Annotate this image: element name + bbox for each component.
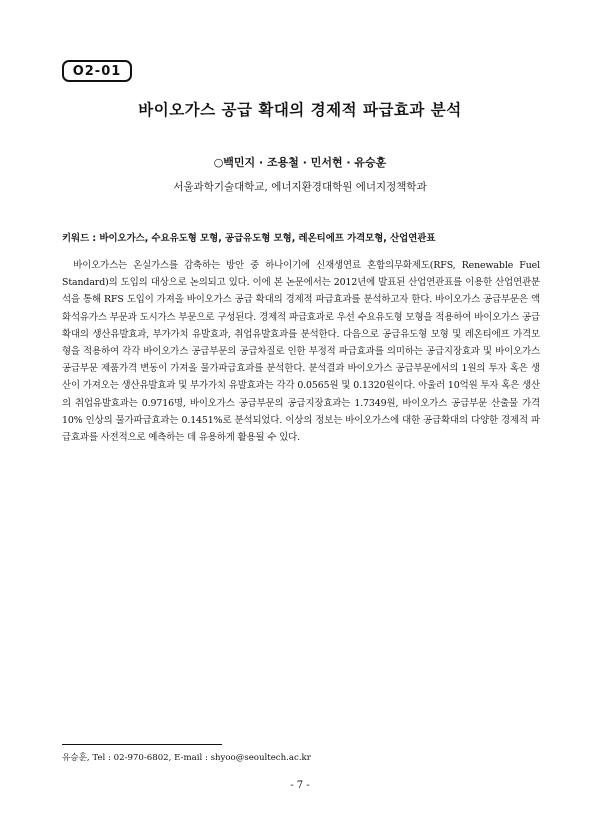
session-code-badge bbox=[62, 60, 132, 82]
abstract-body bbox=[62, 257, 540, 446]
affiliation: 서울과학기술대학교, 에너지환경대학원 에너지정책학과 bbox=[173, 181, 427, 193]
corresponding-author-footnote: 유승훈, Tel : 02-970-6802, E-mail : shyoo@seoultech.ac.kr bbox=[62, 753, 311, 763]
page-number: - 7 - bbox=[290, 780, 310, 791]
session-code: O2-01 bbox=[72, 63, 122, 79]
paper-title: 바이오가스 공급 확대의 경제적 파급효과 분석 bbox=[138, 101, 462, 119]
abstract-paragraph: 바이오가스는 온실가스를 감축하는 방안 중 하나이기에 신재생연료 혼합의무화제도(RFS, Renewable Fuel Standard)의 도입의 대상으로 논의되고 있다. 이에 본 논문에서는 2012년에 발표된 산업연관표를 이용한 산업연관분석을 통해 RFS 도입이 가져올 바이오가스 공급 확대의 경제적 파급효과를 분석하고자 한다. 바이오가스 공급부문은 액화석유가스 부문과 도시가스 부문으로 구성된다. 경제적 파급효과로 우선 수요유도형 모형을 적용하여 바이오가스 공급확대의 생산유발효과, 부가가치 유발효과, 취업유발효과를 분석한다. 다음으로 공급유도형 모형 및 레온티에프 가격모형을 적용하여 각각 바이오가스 공급부문의 공급차질로 인한 부정적 파급효과를 의미하는 공급지장효과 및 바이오가스 공급부문 제품가격 변동이 가져올 물가파급효과를 분석한다. 분석결과 바이오가스 공급부문에서의 1원의 투자 혹은 생산이 가져오는 생산유발효과 및 부가가치 유발효과는 각각 0.0565원 및 0.1320원이다. 아울러 10억원 투자 혹은 생산의 취업유발효과는 0.9716명, 바이오가스 공급부문의 공급지장효과는 1.7349원, 바이오가스 공급부문 산출물 가격 10% 인상의 물가파급효과는 0.1451%로 분석되었다. 이상의 정보는 바이오가스에 대한 공급확대의 다양한 경제적 파급효과를 사전적으로 예측하는 데 유용하게 활용될 수 있다. bbox=[62, 260, 540, 444]
author-list: ○백민지 · 조용철 · 민서현 · 유승훈 bbox=[213, 156, 387, 169]
keywords-line: 키워드 : 바이오가스, 수요유도형 모형, 공급유도형 모형, 레온티에프 가격모형, 산업연관표 bbox=[62, 233, 436, 244]
footnote-divider bbox=[62, 744, 222, 745]
